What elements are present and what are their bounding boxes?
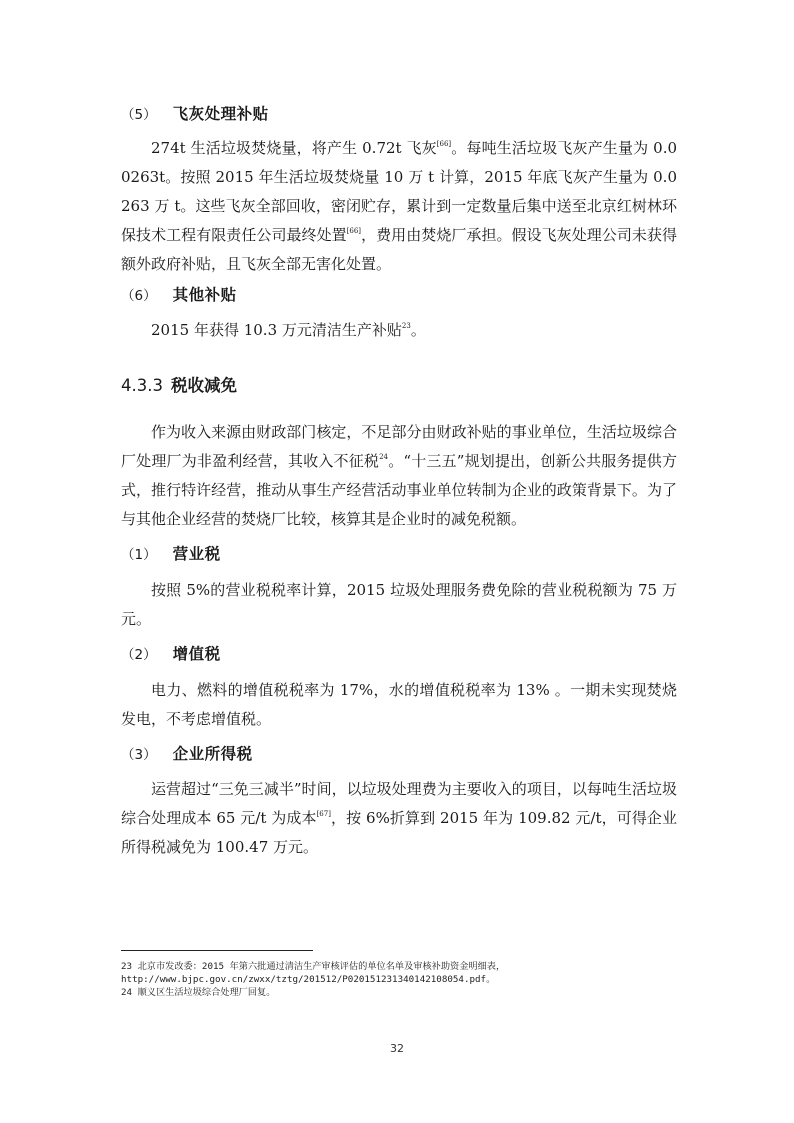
section-heading-tax-relief: [121, 375, 237, 397]
text-run: 2015 年获得 10.3 万元清洁生产补贴: [151, 321, 402, 339]
heading-title: 增值税: [172, 645, 221, 663]
footnote-23-link[interactable]: http://www.bjpc.gov.cn/zwxx/tztg/201512/P020151231340142108054.pdf。: [121, 974, 496, 985]
footnote-ref: 23: [401, 322, 411, 330]
text-run: 电力、燃料的增值税税率为 17%，水的增值税税率为 13% 。一期未实现焚烧发电，不考虑增值税。: [121, 681, 677, 728]
text-run: 。“十三五”规划提出，创新公共服务提供方式，推行特许经营，推动从事生产经营活动事业单位转制为企业的政策背景下。为了与其他企业经营的焚烧厂比较，核算其是企业时的减免税额。: [121, 452, 677, 528]
heading-business-tax: [121, 544, 221, 565]
text-run: 按照 5%的营业税税率计算，2015 垃圾处理服务费免除的营业税税额为 75 万元。: [121, 581, 677, 628]
section-title: 税收减免: [170, 376, 237, 395]
page-number: 32: [390, 1042, 404, 1055]
paragraph-corporate-income-tax: [121, 775, 677, 862]
footnote-separator: [121, 950, 313, 951]
text-run: 274t 生活垃圾焚烧量，将产生 0.72t 飞灰: [151, 139, 437, 157]
heading-title: 企业所得税: [172, 745, 253, 763]
footnotes: [121, 960, 681, 999]
paragraph-other-subsidy: [121, 316, 677, 345]
heading-fly-ash-subsidy: [121, 104, 269, 125]
heading-number: （6）: [121, 288, 157, 304]
paragraph-business-tax: [121, 576, 677, 634]
paragraph-vat: [121, 676, 677, 734]
paragraph-fly-ash: [121, 134, 677, 279]
section-number: 4.3.3: [121, 376, 163, 395]
text-run: 。: [410, 321, 426, 339]
heading-number: （5）: [121, 107, 157, 123]
heading-number: （3）: [121, 747, 157, 763]
citation-ref: [66]: [346, 227, 362, 235]
heading-number: （2）: [121, 647, 157, 663]
footnote-24: 24 顺义区生活垃圾综合处理厂回复。: [121, 987, 276, 998]
heading-number: （1）: [121, 547, 157, 563]
paragraph-tax-relief: [121, 418, 677, 534]
heading-other-subsidy: [121, 285, 237, 306]
text-run: 运营超过“三免三减半”时间，以垃圾处理费为主要收入的项目，以每吨生活垃圾综合处理成本 65 元/t 为成本: [121, 780, 677, 827]
citation-ref: [66]: [436, 140, 452, 148]
heading-title: 飞灰处理补贴: [172, 105, 269, 123]
heading-corporate-income-tax: [121, 744, 253, 765]
heading-title: 营业税: [172, 545, 221, 563]
text-run: ，费用由焚烧厂承担。假设飞灰处理公司未获得额外政府补贴，且飞灰全部无害化处置。: [121, 226, 677, 273]
citation-ref: [67]: [316, 810, 331, 818]
text-run: 作为收入来源由财政部门核定，不足部分由财政补贴的事业单位，生活垃圾综合厂处理厂为非盈利经营，其收入不征税: [121, 423, 677, 470]
text-run: ，按 6%折算到 2015 年为 109.82 元/t，可得企业所得税减免为 100.47 万元。: [121, 809, 677, 856]
text-run: 。每吨生活垃圾飞灰产生量为 0.00263t。按照 2015 年生活垃圾焚烧量 10 万 t 计算，2015 年底飞灰产生量为 0.0263 万 t。这些飞灰全部回收，密闭贮存，累计到一定数量后集中送至北京红树林环保技术工程有限责任公司最终处置: [121, 139, 678, 244]
footnote-ref: 24: [379, 453, 389, 461]
heading-vat: [121, 644, 221, 665]
heading-title: 其他补贴: [172, 286, 237, 304]
footnote-23-line1: 23 北京市发改委：2015 年第六批通过清洁生产审核评估的单位名单及审核补助资金明细表，: [121, 961, 506, 972]
